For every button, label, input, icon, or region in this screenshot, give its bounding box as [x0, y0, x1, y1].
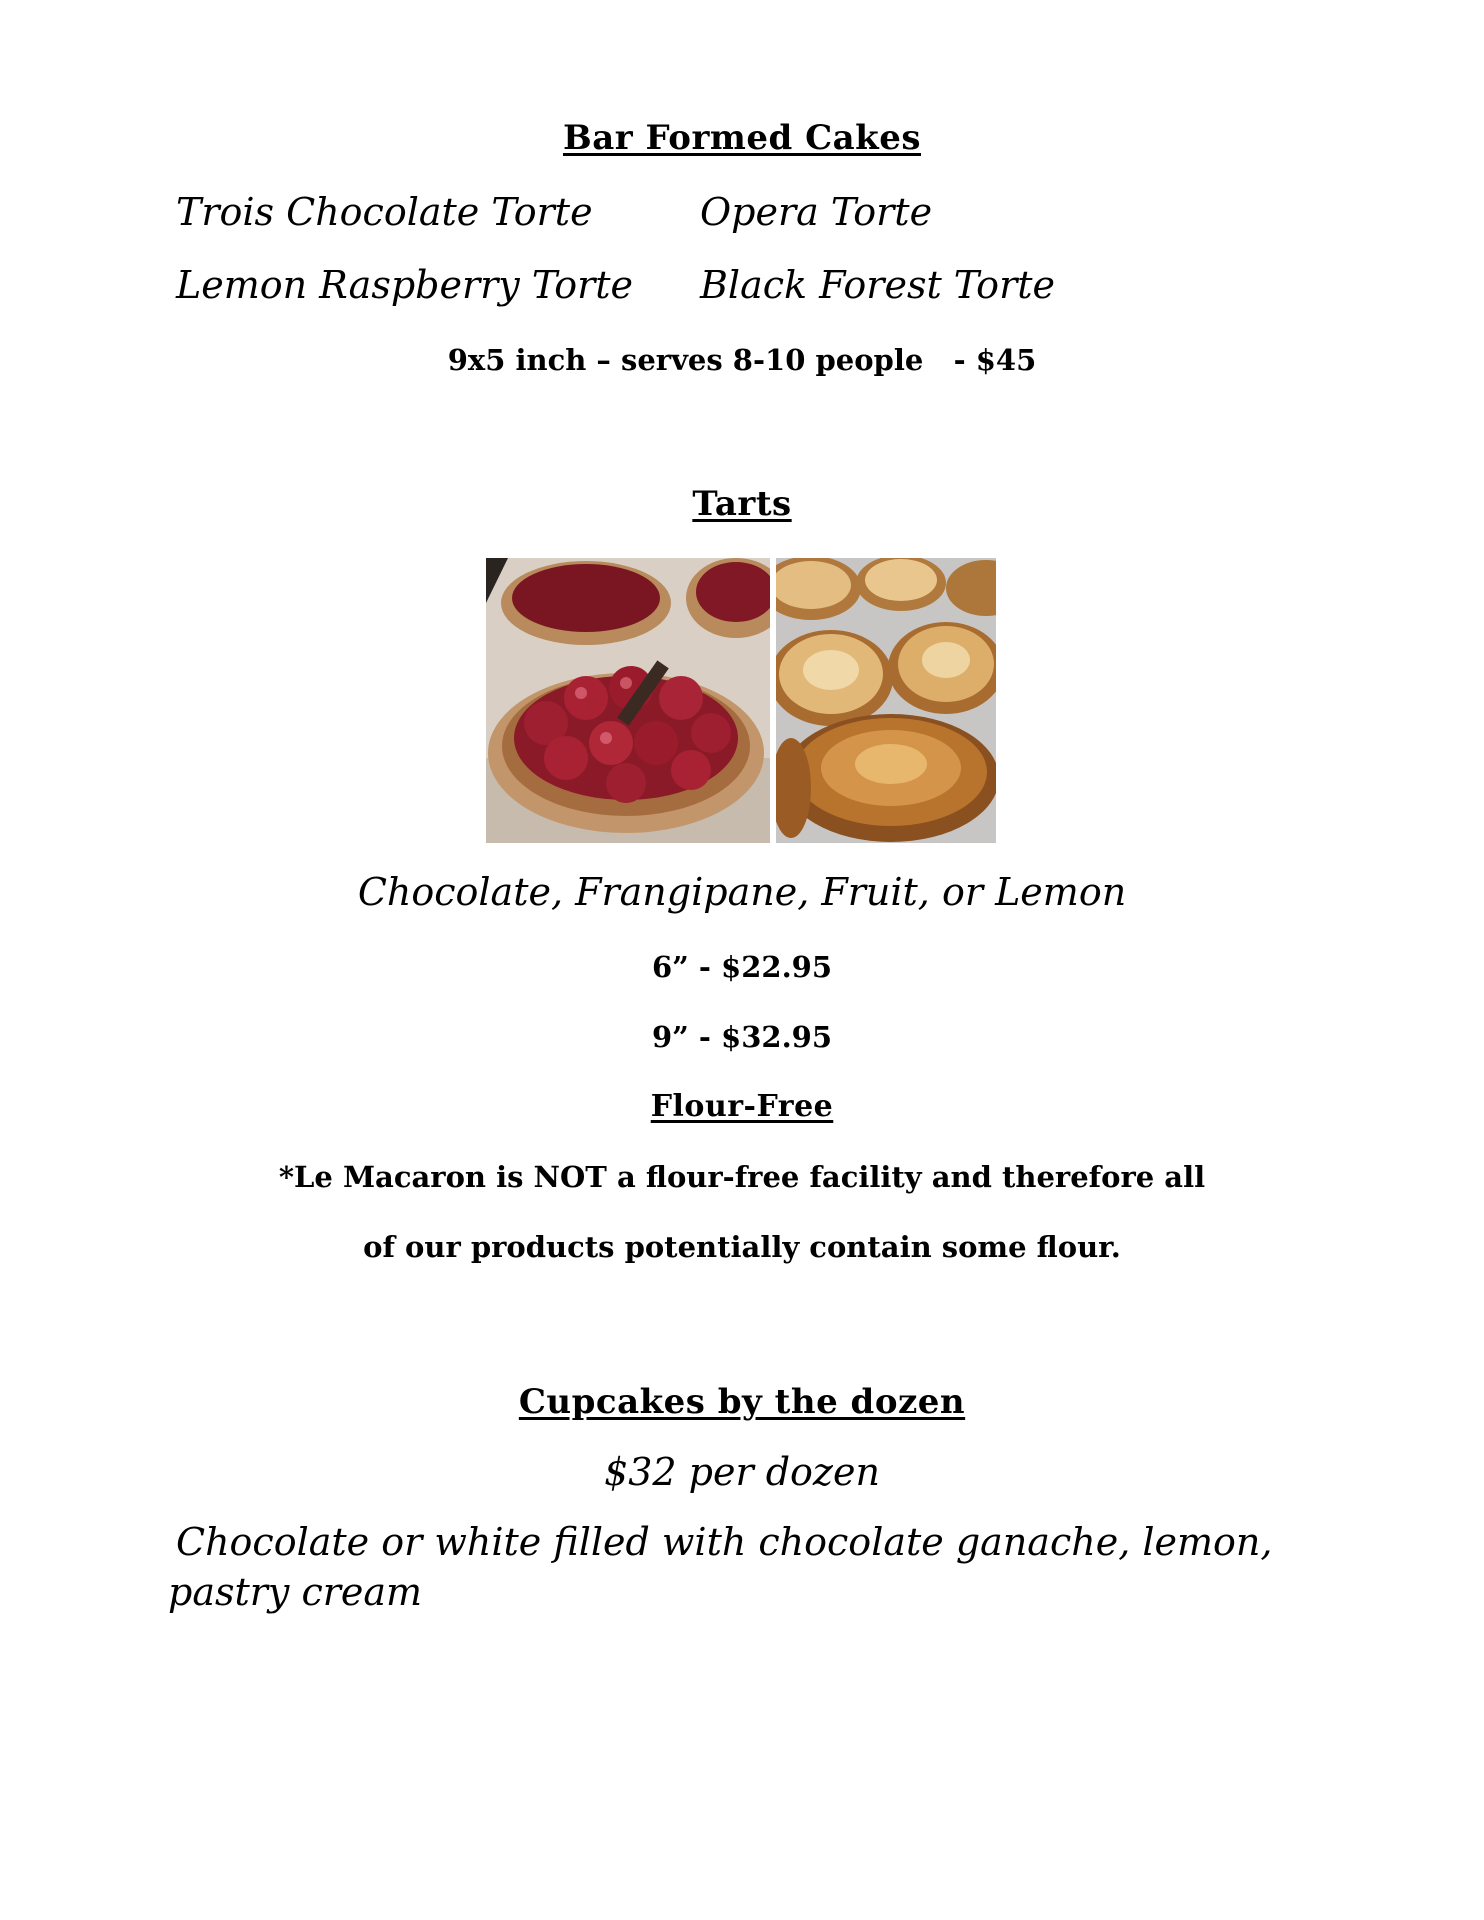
cake-item-opera: Opera Torte — [700, 190, 933, 234]
flour-free-heading: Flour-Free — [650, 1089, 834, 1124]
bar-cakes-size-price: 9x5 inch – serves 8-10 people - $45 — [447, 343, 1037, 377]
tart-price-6-inch: 6” - $22.95 — [651, 950, 833, 984]
tart-price-9-inch: 9” - $32.95 — [651, 1020, 833, 1054]
flour-free-note-line2: of our products potentially contain some flour. — [363, 1230, 1121, 1264]
tarts-heading: Tarts — [692, 484, 792, 524]
cupcakes-description-line1: Chocolate or white filled with chocolate ganache, lemon, — [176, 1520, 1273, 1564]
frangipane-tart-photo — [776, 558, 996, 843]
cake-item-trois-chocolate: Trois Chocolate Torte — [176, 190, 593, 234]
raspberry-tart-photo — [486, 558, 770, 843]
cupcakes-heading: Cupcakes by the dozen — [518, 1382, 966, 1422]
flour-free-note-line1: *Le Macaron is NOT a flour-free facility and therefore all — [278, 1160, 1206, 1194]
cupcakes-description-line2: pastry cream — [168, 1570, 423, 1614]
cake-item-black-forest: Black Forest Torte — [700, 263, 1055, 307]
cake-item-lemon-raspberry: Lemon Raspberry Torte — [176, 263, 634, 307]
cupcakes-price: $32 per dozen — [604, 1450, 880, 1494]
bar-cakes-heading: Bar Formed Cakes — [562, 118, 922, 158]
tart-flavors: Chocolate, Frangipane, Fruit, or Lemon — [357, 870, 1127, 914]
